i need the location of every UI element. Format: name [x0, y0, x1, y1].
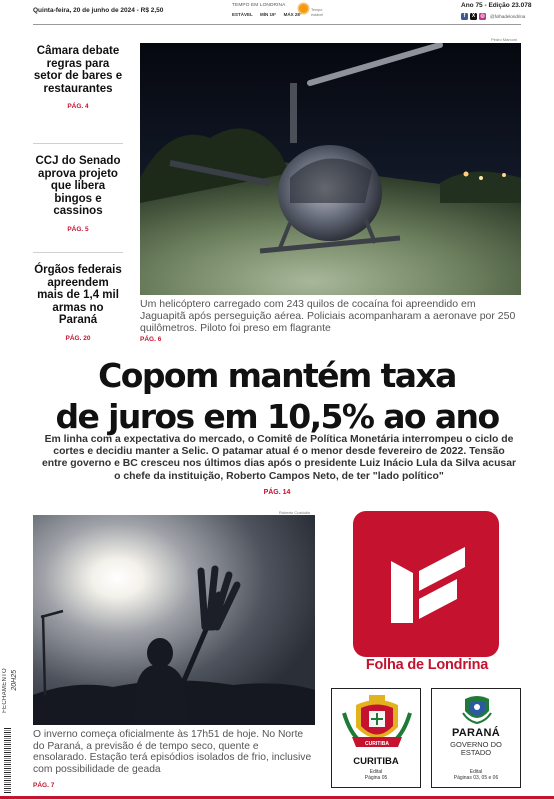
teaser-camara[interactable]: [33, 45, 123, 110]
seal-pages: Página 05: [364, 775, 388, 781]
headline-deck: Em linha com a expectativa do mercado, o Comitê de Política Monetária interrompeu o ciclo de cortes e decidiu manter a Selic. O patamar atual é o menor desde fevereiro de 2022. Tensão entre governo e BC cresceu nos últimos dias após o presidente Luiz Inácio Lula da Silva acusar o chefe da instituição, Roberto Campos Neto, de ter "lado político": [41, 434, 517, 482]
header-divider: [33, 24, 521, 25]
social-links: [461, 12, 525, 20]
headline-page[interactable]: PÁG. 14: [263, 489, 291, 496]
headline-line-1: Copom mantém taxa: [98, 356, 456, 395]
closing-label: FECHAMENTO: [2, 668, 8, 713]
headline-line-2: de juros em 10,5% ao ano: [55, 397, 499, 436]
curitiba-notice-box[interactable]: [331, 688, 421, 788]
winter-caption: O inverno começa oficialmente às 17h51 de hoje. No Norte do Paraná, a previsão é de tempo seco, quente e ensolarado. Estação terá episódios isolados de frio, inclusive com possibilidade de geada: [33, 729, 312, 776]
teaser-page: PÁG. 5: [67, 225, 89, 233]
brand-name: Folha de Londrina: [365, 657, 489, 673]
parana-notice-box[interactable]: [431, 688, 521, 788]
photo-credit: Pedro Marconi: [491, 37, 518, 42]
helicopter-photo[interactable]: [140, 43, 521, 295]
instagram-icon[interactable]: ◎: [480, 13, 485, 19]
parana-coat-of-arms-icon: [462, 693, 492, 725]
weather-stable: ESTÁVEL: [232, 12, 253, 17]
seal-name: PARANÁ: [451, 727, 501, 739]
teaser-page: PÁG. 4: [67, 103, 89, 110]
weather-min: MÍN 19°: [260, 12, 277, 17]
photo-credit: Roberto Custódio: [279, 510, 311, 515]
closing-time: 20H25: [11, 670, 18, 691]
social-handle[interactable]: @folhadelondrina: [490, 13, 526, 19]
barcode: [4, 728, 11, 794]
folha-logo[interactable]: [353, 511, 499, 657]
teaser-title: Órgãos federais apreendem mais de 1,4 mil armas no Paraná: [34, 264, 122, 326]
sun-silhouette-illustration: [33, 515, 315, 725]
teaser-page: PÁG. 20: [65, 334, 91, 342]
helicopter-caption: Um helicóptero carregado com 243 quilos de cocaína foi apreendido em Jaguapitã após perseguição aérea. Policiais acompanharam a aeronave por 250 quilômetros. Piloto foi preso em flagrante: [140, 298, 516, 334]
masthead-bar: [0, 0, 554, 26]
seal-pages: Páginas 03, 05 e 06: [453, 775, 499, 781]
winter-sun-photo[interactable]: [33, 515, 315, 725]
seal-edital: Edital: [369, 769, 383, 775]
seal-name: CURITIBA: [353, 756, 399, 767]
teaser-ccj[interactable]: [33, 155, 123, 233]
seal-edital: Edital: [469, 769, 483, 775]
closing-time-block: [2, 668, 26, 798]
teaser-divider: [33, 143, 123, 144]
winter-page[interactable]: PÁG. 7: [33, 782, 55, 789]
teaser-divider: [33, 252, 123, 253]
helicopter-illustration: [140, 43, 521, 295]
helicopter-page[interactable]: PÁG. 6: [140, 336, 162, 343]
curitiba-coat-of-arms-icon: [342, 693, 412, 755]
facebook-icon[interactable]: f: [461, 13, 468, 20]
teaser-armas[interactable]: [33, 264, 123, 342]
edition-number: Ano 75 - Edição 23.078: [461, 2, 532, 9]
teaser-title: CCJ do Senado aprova projeto que libera bingos e cassinos: [35, 155, 121, 217]
x-icon[interactable]: X: [471, 13, 476, 19]
weather-values: [232, 12, 308, 17]
weather-widget: [232, 3, 322, 25]
teaser-title: Câmara debate regras para setor de bares e restaurantes: [33, 45, 123, 95]
weather-max: MÁX 28°: [283, 12, 302, 17]
issue-date: Quinta-feira, 20 de junho de 2024 - R$ 2,50: [33, 7, 164, 14]
folha-logo-mark: [353, 511, 499, 657]
sun-icon: [299, 4, 308, 13]
main-headline[interactable]: [30, 355, 524, 437]
weather-condition: Tempo estável: [311, 8, 324, 17]
weather-title: TEMPO EM LONDRINA: [232, 3, 286, 8]
seal-ribbon-text: CURITIBA: [365, 741, 389, 747]
seal-government: GOVERNO DO ESTADO: [450, 740, 502, 757]
